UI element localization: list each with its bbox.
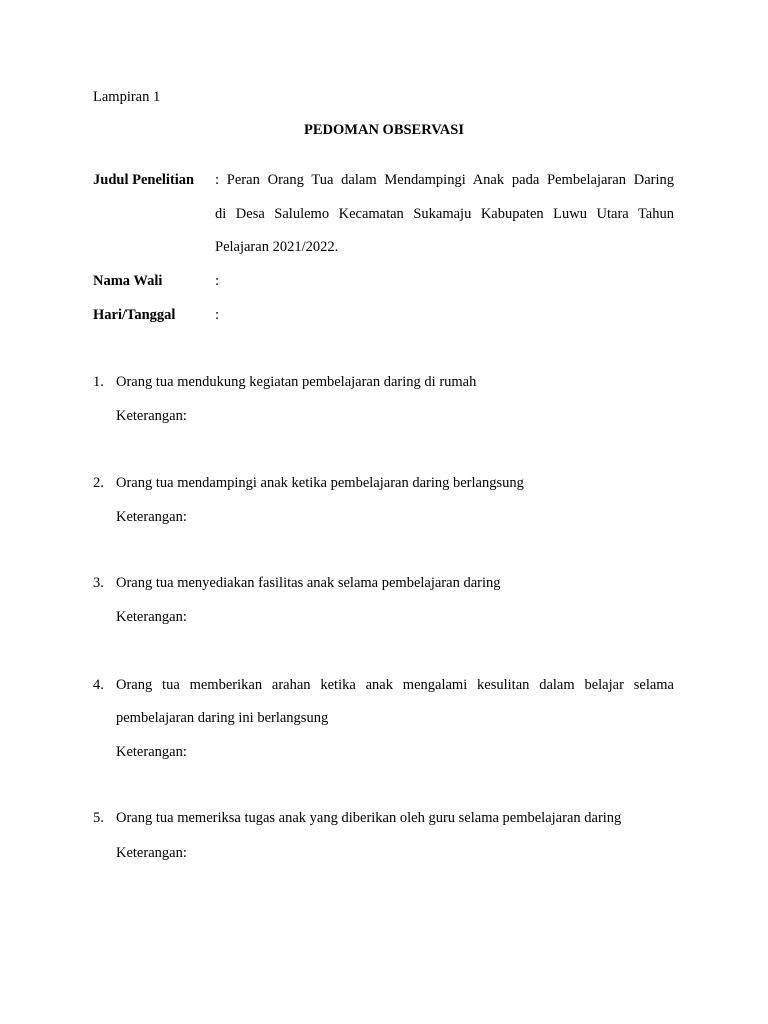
judul-line-3: Pelajaran 2021/2022. bbox=[215, 239, 339, 255]
judul-line-1: : Peran Orang Tua dalam Mendampingi Anak pada Pembelajaran Daring bbox=[215, 172, 674, 188]
item-text: Orang tua mendukung kegiatan pembelajaran daring di rumah bbox=[116, 374, 477, 390]
judul-label: Judul Penelitian bbox=[93, 172, 195, 188]
item-note: Keterangan: bbox=[116, 609, 187, 625]
item-number: 4. bbox=[93, 677, 104, 693]
item-note: Keterangan: bbox=[116, 845, 187, 861]
document-title: PEDOMAN OBSERVASI bbox=[304, 122, 464, 138]
item-text: Orang tua memberikan arahan ketika anak mengalami kesulitan dalam belajar selama bbox=[116, 677, 674, 693]
item-text: Orang tua mendampingi anak ketika pembelajaran daring berlangsung bbox=[116, 475, 524, 491]
item-note: Keterangan: bbox=[116, 744, 187, 760]
item-number: 3. bbox=[93, 575, 104, 591]
nama-wali-label: Nama Wali bbox=[93, 273, 163, 289]
item-text: Orang tua menyediakan fasilitas anak selama pembelajaran daring bbox=[116, 575, 501, 591]
hari-tanggal-label: Hari/Tanggal bbox=[93, 307, 176, 323]
item-note: Keterangan: bbox=[116, 408, 187, 424]
hari-tanggal-value: : bbox=[215, 307, 220, 323]
item-number: 2. bbox=[93, 475, 104, 491]
item-number: 5. bbox=[93, 810, 104, 826]
judul-line-2: di Desa Salulemo Kecamatan Sukamaju Kabupaten Luwu Utara Tahun bbox=[215, 206, 674, 222]
attachment-label: Lampiran 1 bbox=[93, 89, 161, 105]
item-note: Keterangan: bbox=[116, 509, 187, 525]
item-text-continuation: pembelajaran daring ini berlangsung bbox=[116, 710, 329, 726]
nama-wali-value: : bbox=[215, 273, 220, 289]
item-number: 1. bbox=[93, 374, 104, 390]
item-text: Orang tua memeriksa tugas anak yang diberikan oleh guru selama pembelajaran daring bbox=[116, 810, 622, 826]
